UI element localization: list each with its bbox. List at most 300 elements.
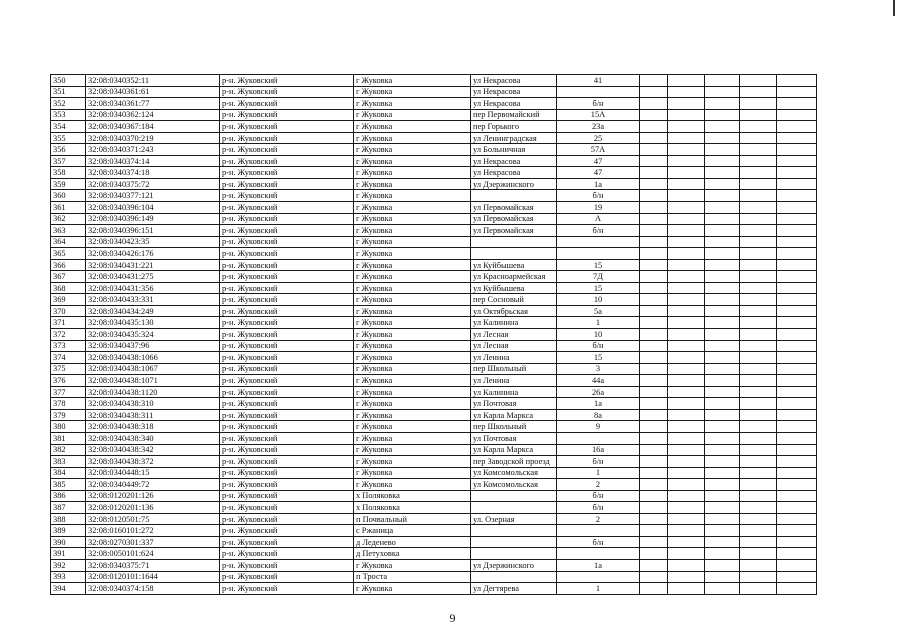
district-cell: р-н. Жуковский [220, 352, 354, 364]
empty-cell [740, 421, 777, 433]
empty-cell [705, 75, 740, 87]
house-number-cell: 1 [557, 317, 640, 329]
district-cell: р-н. Жуковский [220, 98, 354, 110]
locality-cell: г Жуковка [354, 132, 471, 144]
cadastral-number-cell: 32:08:0340431:275 [86, 271, 220, 283]
empty-cell [705, 178, 740, 190]
street-cell: ул Лесная [471, 340, 557, 352]
cadastral-number-cell: 32:08:0340433:331 [86, 294, 220, 306]
street-cell: ул Некрасова [471, 86, 557, 98]
row-number-cell: 380 [51, 421, 86, 433]
empty-cell [668, 132, 705, 144]
empty-cell [668, 259, 705, 271]
street-cell: ул Куйбышева [471, 282, 557, 294]
empty-cell [777, 375, 817, 387]
house-number-cell [557, 571, 640, 583]
empty-cell [668, 375, 705, 387]
empty-cell [640, 467, 668, 479]
table-row [51, 432, 817, 444]
house-number-cell: 41 [557, 75, 640, 87]
street-cell: ул Октябрьская [471, 305, 557, 317]
district-cell: р-н. Жуковский [220, 190, 354, 202]
empty-cell [640, 144, 668, 156]
locality-cell: г Жуковка [354, 340, 471, 352]
empty-cell [705, 583, 740, 595]
empty-cell [640, 479, 668, 491]
locality-cell: г Жуковка [354, 98, 471, 110]
row-number-cell: 390 [51, 536, 86, 548]
street-cell: ул Первомайская [471, 213, 557, 225]
locality-cell: г Жуковка [354, 178, 471, 190]
row-number-cell: 376 [51, 375, 86, 387]
street-cell: ул Карла Маркса [471, 444, 557, 456]
empty-cell [705, 548, 740, 560]
empty-cell [640, 352, 668, 364]
district-cell: р-н. Жуковский [220, 583, 354, 595]
locality-cell: г Жуковка [354, 86, 471, 98]
street-cell: ул Лесная [471, 329, 557, 341]
empty-cell [668, 98, 705, 110]
empty-cell [705, 432, 740, 444]
street-cell [471, 190, 557, 202]
cadastral-number-cell: 32:08:0340438:1066 [86, 352, 220, 364]
empty-cell [740, 456, 777, 468]
locality-cell: г Жуковка [354, 329, 471, 341]
street-cell: пер Первомайский [471, 109, 557, 121]
house-number-cell: 25 [557, 132, 640, 144]
page-number: 9 [449, 611, 456, 625]
empty-cell [705, 109, 740, 121]
district-cell: р-н. Жуковский [220, 536, 354, 548]
empty-cell [777, 432, 817, 444]
table-row [51, 178, 817, 190]
house-number-cell: 5а [557, 305, 640, 317]
empty-cell [705, 236, 740, 248]
cadastral-number-cell: 32:08:0340396:149 [86, 213, 220, 225]
empty-cell [777, 386, 817, 398]
district-cell: р-н. Жуковский [220, 444, 354, 456]
table-row [51, 571, 817, 583]
cadastral-number-cell: 32:08:0340377:121 [86, 190, 220, 202]
table-row [51, 109, 817, 121]
street-cell: пер Заводской проезд [471, 456, 557, 468]
empty-cell [740, 352, 777, 364]
empty-cell [740, 340, 777, 352]
locality-cell: п Почвальный [354, 513, 471, 525]
table-row [51, 559, 817, 571]
locality-cell: г Жуковка [354, 467, 471, 479]
empty-cell [740, 98, 777, 110]
empty-cell [640, 444, 668, 456]
cadastral-number-cell: 32:08:0340370:219 [86, 132, 220, 144]
empty-cell [705, 444, 740, 456]
empty-cell [668, 121, 705, 133]
empty-cell [705, 225, 740, 237]
table-row [51, 75, 817, 87]
district-cell: р-н. Жуковский [220, 490, 354, 502]
empty-cell [740, 294, 777, 306]
district-cell: р-н. Жуковский [220, 386, 354, 398]
district-cell: р-н. Жуковский [220, 109, 354, 121]
empty-cell [668, 75, 705, 87]
empty-cell [705, 86, 740, 98]
street-cell [471, 525, 557, 537]
street-cell: ул Почтовая [471, 432, 557, 444]
locality-cell: г Жуковка [354, 271, 471, 283]
district-cell: р-н. Жуковский [220, 398, 354, 410]
cadastral-number-cell: 32:08:0340438:1067 [86, 363, 220, 375]
empty-cell [705, 536, 740, 548]
row-number-cell: 356 [51, 144, 86, 156]
row-number-cell: 368 [51, 282, 86, 294]
empty-cell [705, 155, 740, 167]
empty-cell [705, 363, 740, 375]
locality-cell: г Жуковка [354, 432, 471, 444]
table-row [51, 548, 817, 560]
empty-cell [668, 583, 705, 595]
empty-cell [777, 121, 817, 133]
empty-cell [740, 213, 777, 225]
house-number-cell: 2 [557, 513, 640, 525]
empty-cell [640, 155, 668, 167]
street-cell: ул Ленина [471, 375, 557, 387]
empty-cell [777, 225, 817, 237]
row-number-cell: 362 [51, 213, 86, 225]
house-number-cell: 16а [557, 444, 640, 456]
empty-cell [740, 398, 777, 410]
empty-cell [705, 98, 740, 110]
street-cell: ул Первомайская [471, 225, 557, 237]
table-row [51, 167, 817, 179]
district-cell: р-н. Жуковский [220, 259, 354, 271]
empty-cell [668, 559, 705, 571]
empty-cell [740, 236, 777, 248]
empty-cell [740, 559, 777, 571]
house-number-cell [557, 236, 640, 248]
empty-cell [740, 75, 777, 87]
street-cell [471, 548, 557, 560]
empty-cell [668, 213, 705, 225]
street-cell: пер Горького [471, 121, 557, 133]
empty-cell [777, 583, 817, 595]
district-cell: р-н. Жуковский [220, 178, 354, 190]
street-cell: ул Калинина [471, 317, 557, 329]
empty-cell [640, 525, 668, 537]
empty-cell [777, 213, 817, 225]
locality-cell: г Жуковка [354, 444, 471, 456]
locality-cell: г Жуковка [354, 305, 471, 317]
empty-cell [668, 490, 705, 502]
cadastral-number-cell: 32:08:0340438:310 [86, 398, 220, 410]
cadastral-number-cell: 32:08:0340374:158 [86, 583, 220, 595]
table-row [51, 386, 817, 398]
empty-cell [777, 456, 817, 468]
empty-cell [740, 490, 777, 502]
empty-cell [640, 236, 668, 248]
empty-cell [640, 305, 668, 317]
empty-cell [640, 490, 668, 502]
empty-cell [668, 467, 705, 479]
table-row [51, 456, 817, 468]
empty-cell [705, 467, 740, 479]
street-cell: ул Дзержинского [471, 559, 557, 571]
locality-cell: х Поляковка [354, 490, 471, 502]
cadastral-table [50, 74, 817, 595]
cadastral-number-cell: 32:08:0120201:126 [86, 490, 220, 502]
house-number-cell: 7Д [557, 271, 640, 283]
empty-cell [668, 294, 705, 306]
empty-cell [668, 248, 705, 260]
empty-cell [640, 109, 668, 121]
empty-cell [705, 248, 740, 260]
empty-cell [640, 409, 668, 421]
district-cell: р-н. Жуковский [220, 513, 354, 525]
empty-cell [705, 375, 740, 387]
row-number-cell: 371 [51, 317, 86, 329]
street-cell: ул Некрасова [471, 155, 557, 167]
empty-cell [777, 271, 817, 283]
locality-cell: г Жуковка [354, 559, 471, 571]
empty-cell [777, 75, 817, 87]
locality-cell: г Жуковка [354, 352, 471, 364]
locality-cell: д Леденево [354, 536, 471, 548]
locality-cell: г Жуковка [354, 409, 471, 421]
cadastral-number-cell: 32:08:0120501:75 [86, 513, 220, 525]
empty-cell [640, 432, 668, 444]
row-number-cell: 363 [51, 225, 86, 237]
cadastral-number-cell: 32:08:0340438:318 [86, 421, 220, 433]
locality-cell: г Жуковка [354, 144, 471, 156]
street-cell [471, 248, 557, 260]
empty-cell [705, 421, 740, 433]
street-cell: ул Красноармейская [471, 271, 557, 283]
row-number-cell: 383 [51, 456, 86, 468]
cadastral-number-cell: 32:08:0340396:151 [86, 225, 220, 237]
row-number-cell: 382 [51, 444, 86, 456]
empty-cell [740, 513, 777, 525]
empty-cell [740, 432, 777, 444]
house-number-cell: 1а [557, 398, 640, 410]
empty-cell [705, 479, 740, 491]
locality-cell: г Жуковка [354, 294, 471, 306]
cadastral-number-cell: 32:08:0340396:104 [86, 202, 220, 214]
district-cell: р-н. Жуковский [220, 502, 354, 514]
cadastral-number-cell: 32:08:0340448:15 [86, 467, 220, 479]
street-cell [471, 490, 557, 502]
cadastral-number-cell: 32:08:0340352:11 [86, 75, 220, 87]
empty-cell [705, 571, 740, 583]
table-row [51, 502, 817, 514]
house-number-cell: 2 [557, 479, 640, 491]
empty-cell [668, 86, 705, 98]
street-cell [471, 571, 557, 583]
table-row [51, 421, 817, 433]
locality-cell: г Жуковка [354, 317, 471, 329]
empty-cell [740, 225, 777, 237]
empty-cell [668, 178, 705, 190]
empty-cell [668, 363, 705, 375]
row-number-cell: 393 [51, 571, 86, 583]
empty-cell [640, 98, 668, 110]
empty-cell [668, 502, 705, 514]
cadastral-number-cell: 32:08:0340374:14 [86, 155, 220, 167]
cadastral-number-cell: 32:08:0160101:272 [86, 525, 220, 537]
locality-cell: г Жуковка [354, 386, 471, 398]
house-number-cell [557, 548, 640, 560]
locality-cell: п Троста [354, 571, 471, 583]
house-number-cell: 1а [557, 178, 640, 190]
locality-cell: с Ржаница [354, 525, 471, 537]
house-number-cell: А [557, 213, 640, 225]
house-number-cell: 10 [557, 294, 640, 306]
empty-cell [640, 363, 668, 375]
table-row [51, 98, 817, 110]
empty-cell [640, 386, 668, 398]
empty-cell [705, 132, 740, 144]
empty-cell [777, 398, 817, 410]
empty-cell [740, 386, 777, 398]
cadastral-number-cell: 32:08:0340371:243 [86, 144, 220, 156]
empty-cell [777, 352, 817, 364]
street-cell: пер Школьный [471, 421, 557, 433]
table-row [51, 132, 817, 144]
row-number-cell: 391 [51, 548, 86, 560]
empty-cell [705, 386, 740, 398]
empty-cell [705, 490, 740, 502]
empty-cell [640, 75, 668, 87]
empty-cell [777, 571, 817, 583]
cadastral-number-cell: 32:08:0340431:356 [86, 282, 220, 294]
locality-cell: г Жуковка [354, 282, 471, 294]
empty-cell [777, 340, 817, 352]
district-cell: р-н. Жуковский [220, 294, 354, 306]
row-number-cell: 386 [51, 490, 86, 502]
empty-cell [777, 190, 817, 202]
row-number-cell: 377 [51, 386, 86, 398]
page-edge-mark [893, 0, 895, 16]
district-cell: р-н. Жуковский [220, 456, 354, 468]
empty-cell [777, 132, 817, 144]
street-cell [471, 502, 557, 514]
row-number-cell: 370 [51, 305, 86, 317]
table-row [51, 398, 817, 410]
district-cell: р-н. Жуковский [220, 432, 354, 444]
empty-cell [640, 248, 668, 260]
locality-cell: г Жуковка [354, 479, 471, 491]
table-row [51, 525, 817, 537]
street-cell [471, 536, 557, 548]
empty-cell [668, 444, 705, 456]
empty-cell [668, 144, 705, 156]
district-cell: р-н. Жуковский [220, 305, 354, 317]
empty-cell [740, 144, 777, 156]
locality-cell: г Жуковка [354, 248, 471, 260]
empty-cell [777, 86, 817, 98]
row-number-cell: 384 [51, 467, 86, 479]
house-number-cell [557, 432, 640, 444]
empty-cell [640, 259, 668, 271]
house-number-cell: 10 [557, 329, 640, 341]
locality-cell: г Жуковка [354, 456, 471, 468]
empty-cell [777, 421, 817, 433]
house-number-cell: 1а [557, 559, 640, 571]
table-row [51, 225, 817, 237]
empty-cell [777, 202, 817, 214]
district-cell: р-н. Жуковский [220, 75, 354, 87]
house-number-cell [557, 86, 640, 98]
empty-cell [668, 305, 705, 317]
district-cell: р-н. Жуковский [220, 409, 354, 421]
district-cell: р-н. Жуковский [220, 202, 354, 214]
cadastral-table-sheet [50, 74, 816, 595]
empty-cell [777, 444, 817, 456]
table-row [51, 490, 817, 502]
empty-cell [777, 259, 817, 271]
table-row [51, 121, 817, 133]
empty-cell [705, 190, 740, 202]
house-number-cell: 15 [557, 282, 640, 294]
empty-cell [705, 409, 740, 421]
table-row [51, 513, 817, 525]
empty-cell [777, 409, 817, 421]
cadastral-number-cell: 32:08:0340435:324 [86, 329, 220, 341]
row-number-cell: 365 [51, 248, 86, 260]
table-row [51, 409, 817, 421]
district-cell: р-н. Жуковский [220, 317, 354, 329]
empty-cell [640, 225, 668, 237]
row-number-cell: 374 [51, 352, 86, 364]
street-cell: ул Комсомольская [471, 479, 557, 491]
empty-cell [640, 536, 668, 548]
district-cell: р-н. Жуковский [220, 236, 354, 248]
district-cell: р-н. Жуковский [220, 167, 354, 179]
cadastral-number-cell: 32:08:0050101:624 [86, 548, 220, 560]
table-row [51, 282, 817, 294]
table-row [51, 294, 817, 306]
house-number-cell: 1 [557, 583, 640, 595]
table-row [51, 155, 817, 167]
empty-cell [777, 536, 817, 548]
house-number-cell: б/н [557, 190, 640, 202]
street-cell: ул Почтовая [471, 398, 557, 410]
house-number-cell: 3 [557, 363, 640, 375]
empty-cell [668, 317, 705, 329]
district-cell: р-н. Жуковский [220, 571, 354, 583]
empty-cell [705, 294, 740, 306]
district-cell: р-н. Жуковский [220, 421, 354, 433]
house-number-cell: 15А [557, 109, 640, 121]
empty-cell [640, 132, 668, 144]
district-cell: р-н. Жуковский [220, 282, 354, 294]
empty-cell [640, 213, 668, 225]
empty-cell [777, 525, 817, 537]
empty-cell [668, 386, 705, 398]
district-cell: р-н. Жуковский [220, 121, 354, 133]
table-row [51, 248, 817, 260]
cadastral-number-cell: 32:08:0340435:130 [86, 317, 220, 329]
empty-cell [705, 513, 740, 525]
empty-cell [640, 502, 668, 514]
row-number-cell: 385 [51, 479, 86, 491]
cadastral-number-cell: 32:08:0340423:35 [86, 236, 220, 248]
district-cell: р-н. Жуковский [220, 225, 354, 237]
empty-cell [640, 583, 668, 595]
street-cell: ул Некрасова [471, 167, 557, 179]
empty-cell [705, 352, 740, 364]
empty-cell [640, 294, 668, 306]
street-cell: ул Некрасова [471, 75, 557, 87]
empty-cell [740, 548, 777, 560]
